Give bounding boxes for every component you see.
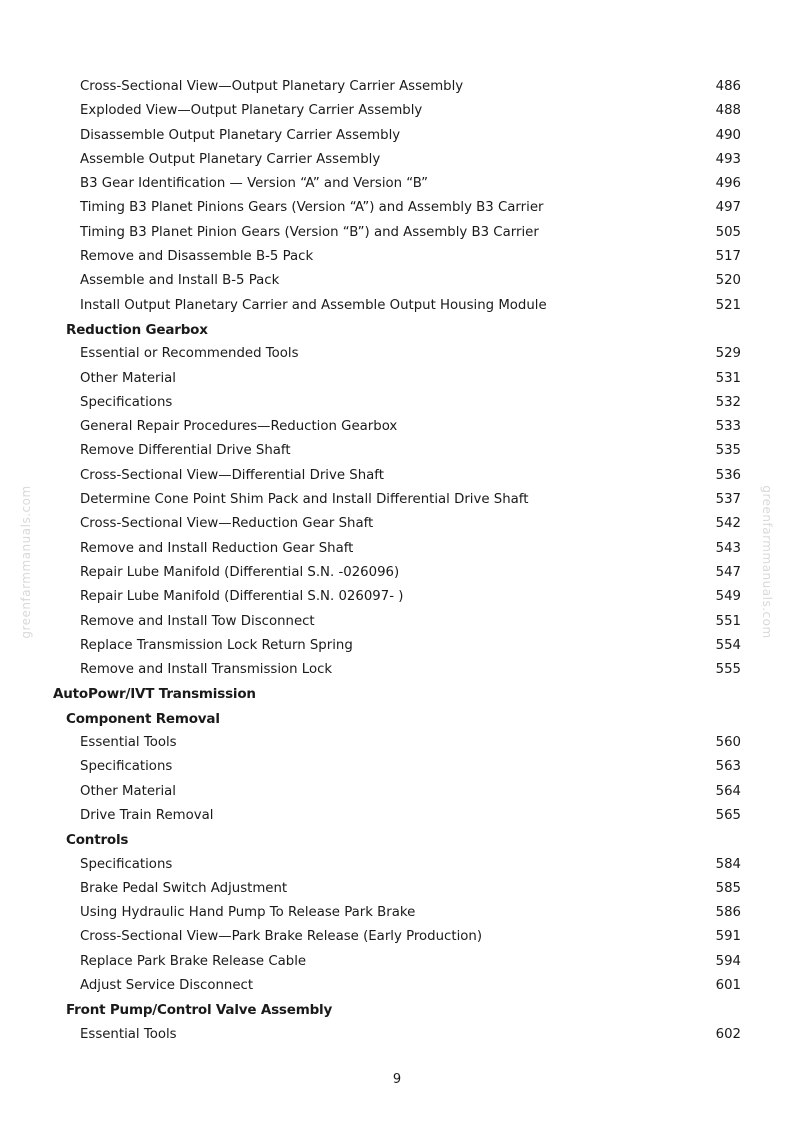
toc-entry-title: Cross-Sectional View—Output Planetary Carrier Assembly: [80, 79, 464, 94]
toc-entry-page: 542: [715, 516, 741, 532]
toc-entry[interactable]: [0, 804, 794, 828]
toc-entry[interactable]: [0, 925, 794, 949]
toc-entry[interactable]: [0, 731, 794, 755]
toc-entry-title: Cross-Sectional View—Differential Drive Shaft: [80, 467, 384, 483]
toc-section-heading: [0, 998, 794, 1022]
toc-entry-title: Brake Pedal Switch Adjustment: [80, 880, 288, 896]
toc-entry-page: 536: [715, 467, 741, 483]
toc-entry-title: Specifications: [80, 856, 173, 872]
toc-entry-page: 505: [715, 224, 741, 240]
toc-entry-page: 555: [715, 662, 741, 678]
toc-entry-page: 543: [715, 540, 741, 556]
toc-entry[interactable]: [0, 367, 794, 391]
toc-entry-title: AutoPowr/IVT Transmission: [53, 686, 256, 703]
toc-entry-title: Specifications: [80, 759, 173, 775]
toc-entry-title: Other Material: [80, 370, 176, 386]
page-number: 9: [392, 1072, 402, 1087]
toc-section-heading: [0, 828, 794, 852]
toc-entry-page: 594: [715, 953, 741, 969]
toc-entry-title: Replace Park Brake Release Cable: [80, 953, 307, 969]
toc-entry-page: 591: [715, 929, 741, 945]
toc-entry-page: 488: [715, 103, 741, 119]
toc-entry-page: 493: [715, 151, 741, 167]
toc-entry-page: 586: [715, 905, 741, 921]
toc-entry-title: Exploded View—Output Planetary Carrier Assembly: [80, 103, 423, 119]
toc-entry[interactable]: [0, 950, 794, 974]
toc-entry-page: 497: [715, 200, 741, 216]
toc-entry-page: 535: [715, 443, 741, 459]
toc-entry-page: 549: [715, 589, 741, 605]
toc-entry-title: Repair Lube Manifold (Differential S.N. -026096): [80, 564, 400, 580]
toc-entry-title: Cross-Sectional View—Park Brake Release (Early Production): [80, 929, 483, 945]
toc-entry-title: Cross-Sectional View—Reduction Gear Shaft: [80, 516, 374, 532]
toc-entry[interactable]: [0, 294, 794, 318]
toc-entry[interactable]: [0, 245, 794, 269]
toc-entry-title: Repair Lube Manifold (Differential S.N. 026097- ): [80, 589, 404, 605]
toc-entry-page: 532: [715, 394, 741, 410]
toc-entry[interactable]: [0, 196, 794, 220]
toc-entry[interactable]: [0, 512, 794, 536]
toc-entry-title: Adjust Service Disconnect: [80, 977, 254, 993]
toc-entry-title: Remove Differential Drive Shaft: [80, 443, 291, 459]
toc-entry-title: Remove and Install Tow Disconnect: [80, 613, 315, 629]
toc-entry[interactable]: [0, 755, 794, 779]
toc-entry-title: Replace Transmission Lock Return Spring: [80, 637, 353, 653]
toc-entry-title: Essential Tools: [80, 735, 177, 751]
toc-entry[interactable]: [0, 172, 794, 196]
toc-entry[interactable]: [0, 634, 794, 658]
toc-entry-page: 490: [715, 127, 741, 143]
toc-entry[interactable]: [0, 269, 794, 293]
toc-entry[interactable]: [0, 585, 794, 609]
table-of-contents: [0, 75, 794, 1047]
toc-entry-title: Controls: [66, 832, 129, 849]
toc-entry-title: Disassemble Output Planetary Carrier Assembly: [80, 127, 401, 143]
toc-entry[interactable]: [0, 148, 794, 172]
toc-entry-page: 533: [715, 419, 741, 435]
toc-entry-page: 486: [715, 79, 741, 94]
toc-entry[interactable]: [0, 415, 794, 439]
toc-entry-title: Reduction Gearbox: [66, 321, 208, 338]
toc-entry[interactable]: [0, 877, 794, 901]
toc-entry[interactable]: [0, 1023, 794, 1047]
toc-entry-title: Other Material: [80, 783, 176, 799]
toc-entry-title: Timing B3 Planet Pinions Gears (Version “A”) and Assembly B3 Carrier: [80, 200, 544, 216]
toc-entry[interactable]: [0, 391, 794, 415]
toc-entry-page: 584: [715, 856, 741, 872]
toc-entry-page: 601: [715, 977, 741, 993]
toc-entry-title: Remove and Install Reduction Gear Shaft: [80, 540, 354, 556]
toc-entry-title: Drive Train Removal: [80, 807, 214, 823]
toc-entry-page: 565: [715, 807, 741, 823]
toc-entry[interactable]: [0, 99, 794, 123]
toc-entry-title: Timing B3 Planet Pinion Gears (Version “B”) and Assembly B3 Carrier: [80, 224, 539, 240]
toc-entry[interactable]: [0, 488, 794, 512]
toc-entry[interactable]: [0, 75, 794, 99]
toc-entry-page: 547: [715, 564, 741, 580]
toc-entry-title: Component Removal: [66, 710, 220, 727]
toc-entry[interactable]: [0, 221, 794, 245]
toc-entry-page: 517: [715, 249, 741, 265]
toc-entry-page: 560: [715, 735, 741, 751]
toc-entry-title: Assemble Output Planetary Carrier Assembly: [80, 151, 381, 167]
toc-entry-page: 529: [715, 346, 741, 362]
toc-entry[interactable]: [0, 780, 794, 804]
toc-entry-page: 554: [715, 637, 741, 653]
toc-entry-title: Essential Tools: [80, 1026, 177, 1042]
watermark-left: greenfarmmanuals.com: [19, 485, 33, 639]
toc-entry[interactable]: [0, 561, 794, 585]
toc-entry-title: B3 Gear Identification — Version “A” and Version “B”: [80, 176, 429, 192]
toc-entry-page: 585: [715, 880, 741, 896]
toc-entry-title: Assemble and Install B-5 Pack: [80, 273, 280, 289]
toc-entry-page: 551: [715, 613, 741, 629]
toc-entry[interactable]: [0, 901, 794, 925]
toc-section-heading: [0, 707, 794, 731]
toc-entry[interactable]: [0, 658, 794, 682]
toc-entry[interactable]: [0, 537, 794, 561]
toc-entry[interactable]: [0, 464, 794, 488]
toc-section-heading: [0, 682, 794, 706]
toc-entry[interactable]: [0, 853, 794, 877]
toc-entry-title: Remove and Disassemble B-5 Pack: [80, 249, 314, 265]
toc-entry[interactable]: [0, 974, 794, 998]
toc-entry-page: 496: [715, 176, 741, 192]
toc-entry-page: 602: [715, 1026, 741, 1042]
toc-entry-page: 520: [715, 273, 741, 289]
toc-entry-title: Determine Cone Point Shim Pack and Install Differential Drive Shaft: [80, 492, 529, 508]
toc-entry-title: Specifications: [80, 394, 173, 410]
toc-entry-page: 531: [715, 370, 741, 386]
toc-entry-page: 521: [715, 297, 741, 313]
toc-entry-title: Front Pump/Control Valve Assembly: [66, 1002, 333, 1019]
toc-entry[interactable]: [0, 610, 794, 634]
toc-entry-title: General Repair Procedures—Reduction Gearbox: [80, 419, 398, 435]
toc-entry-title: Remove and Install Transmission Lock: [80, 662, 333, 678]
toc-entry-title: Essential or Recommended Tools: [80, 346, 299, 362]
watermark-right: greenfarmmanuals.com: [760, 485, 774, 639]
toc-entry-title: Using Hydraulic Hand Pump To Release Park Brake: [80, 905, 416, 921]
toc-entry-page: 537: [715, 492, 741, 508]
toc-entry[interactable]: [0, 124, 794, 148]
toc-entry[interactable]: [0, 342, 794, 366]
toc-entry-page: 564: [715, 783, 741, 799]
toc-entry[interactable]: [0, 439, 794, 463]
toc-entry-page: 563: [715, 759, 741, 775]
toc-entry-title: Install Output Planetary Carrier and Assemble Output Housing Module: [80, 297, 547, 313]
toc-section-heading: [0, 318, 794, 342]
